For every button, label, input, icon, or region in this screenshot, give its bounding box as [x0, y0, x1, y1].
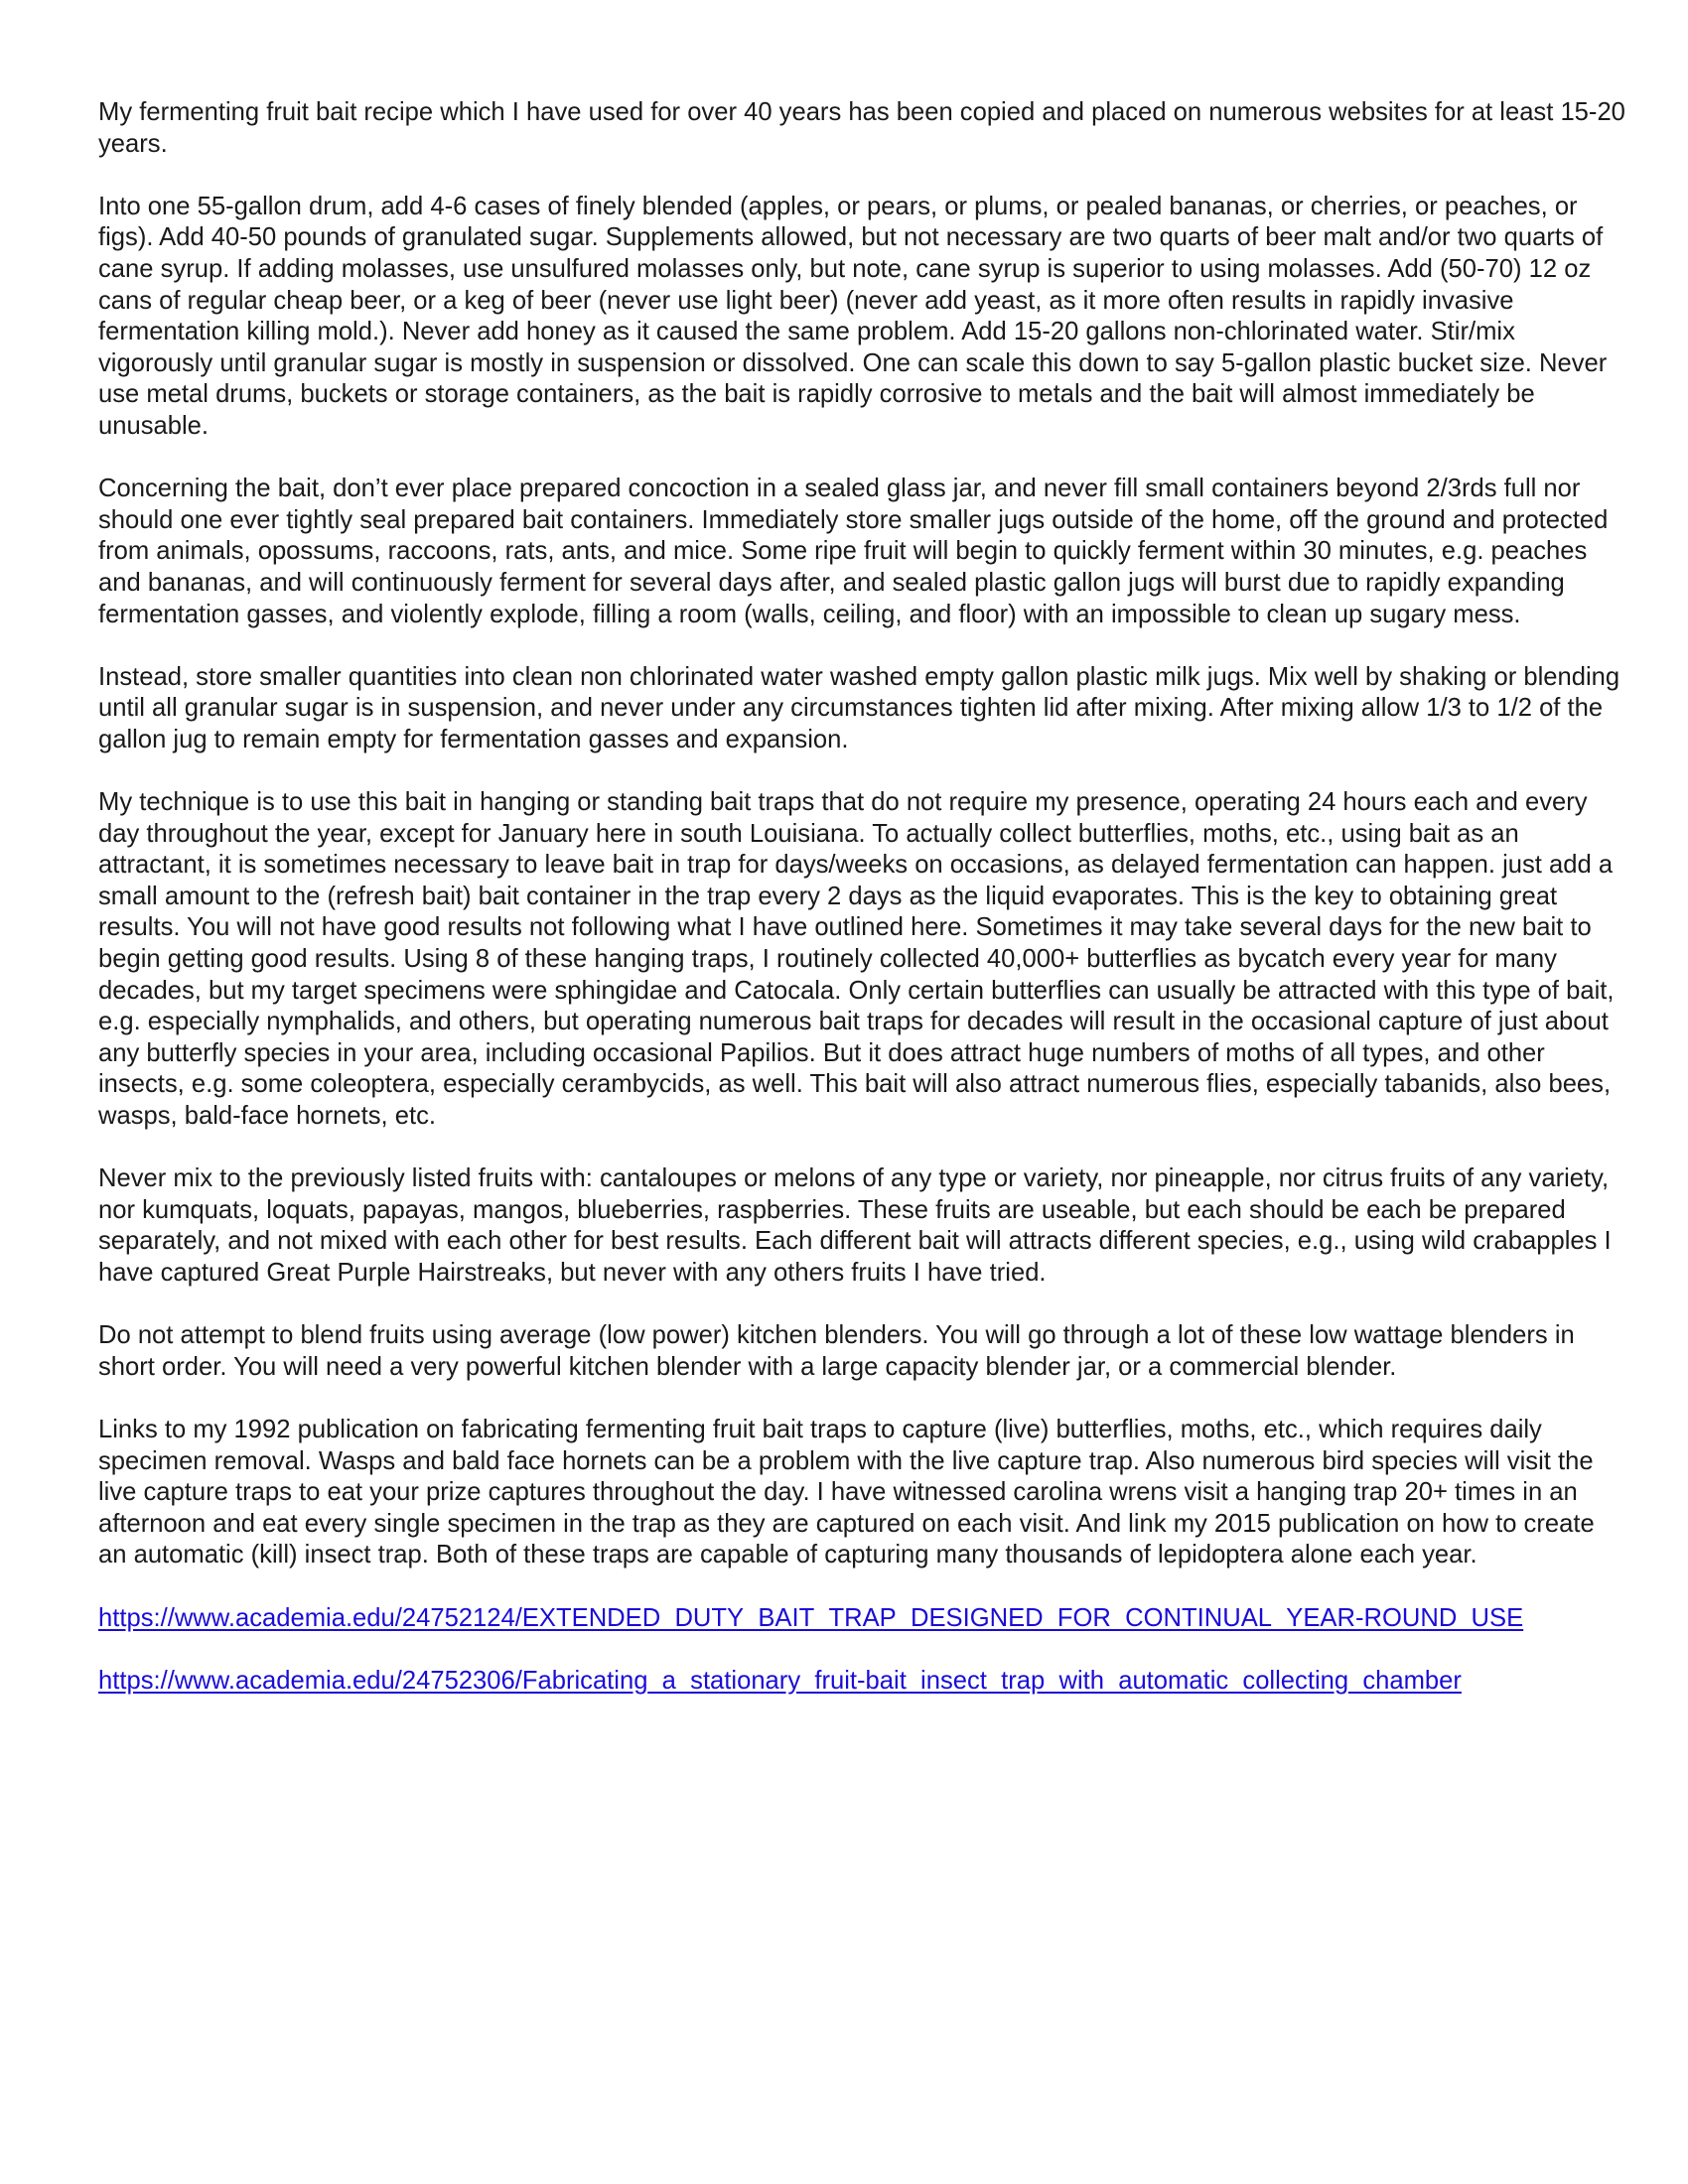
- paragraph-intro: My fermenting fruit bait recipe which I have used for over 40 years has been copied and placed on numerous websites for at least 15-20 years.: [98, 98, 1625, 158]
- paragraph-storage-instructions: Instead, store smaller quantities into clean non chlorinated water washed empty gallon plastic milk jugs. Mix well by shaking or blending until all granular sugar is in suspension, and never under any circumstances tighten lid after mixing. After mixing allow 1/3 to 1/2 of the gallon jug to remain empty for fermentation gasses and expansion.: [98, 662, 1620, 753]
- link-extended-duty-bait-trap[interactable]: https://www.academia.edu/24752124/EXTENDED_DUTY_BAIT_TRAP_DESIGNED_FOR_CONTINUAL_YEAR-ROUND_USE: [98, 1603, 1524, 1632]
- paragraph-publications: Links to my 1992 publication on fabricating fermenting fruit bait traps to capture (live) butterflies, moths, etc., which requires daily specimen removal. Wasps and bald face hornets can be a problem with the live capture trap. Also numerous bird species will visit the live capture traps to eat your prize captures throughout the day. I have witnessed carolina wrens visit a hanging trap 20+ times in an afternoon and eat every single specimen in the trap as they are captured on each visit. And link my 2015 publication on how to create an automatic (kill) insect trap. Both of these traps are capable of capturing many thousands of lepidoptera alone each year.: [98, 1415, 1595, 1570]
- paragraph-storage-warning: Concerning the bait, don’t ever place prepared concoction in a sealed glass jar, and never fill small containers beyond 2/3rds full nor should one ever tightly seal prepared bait containers. Immediately store smaller jugs outside of the home, off the ground and protected from animals, opossums, raccoons, rats, ants, and mice. Some ripe fruit will begin to quickly ferment within 30 minutes, e.g. peaches and bananas, and will continuously ferment for several days after, and sealed plastic gallon jugs will burst due to rapidly expanding fermentation gasses, and violently explode, filling a room (walls, ceiling, and floor) with an impossible to clean up sugary mess.: [98, 475, 1609, 628]
- paragraph-technique: My technique is to use this bait in hanging or standing bait traps that do not require my presence, operating 24 hours each and every day throughout the year, except for January here in south Louisiana. To actually collect butterflies, moths, etc., using bait as an attractant, it is sometimes necessary to leave bait in trap for days/weeks on occasions, as delayed fermentation can happen. just add a small amount to the (refresh bait) bait container in the trap every 2 days as the liquid evaporates. This is the key to obtaining great results. You will not have good results not following what I have outlined here. Sometimes it may take several days for the new bait to begin getting good results. Using 8 of these hanging traps, I routinely collected 40,000+ butterflies as bycatch every year for many decades, but my target specimens were sphingidae and Catocala. Only certain butterflies can usually be attracted with this type of bait, e.g. especially nymphalids, and others, but operating numerous bait traps for decades will result in the occasional capture of just about any butterfly species in your area, including occasional Papilios. But it does attract huge numbers of moths of all types, and other insects, e.g. some coleoptera, especially cerambycids, as well. This bait will also attract numerous flies, especially tabanids, also bees, wasps, bald-face hornets, etc.: [98, 788, 1615, 1130]
- paragraph-blenders: Do not attempt to blend fruits using average (low power) kitchen blenders. You will go through a lot of these low wattage blenders in short order. You will need a very powerful kitchen blender with a large capacity blender jar, or a commercial blender.: [98, 1321, 1575, 1381]
- paragraph-recipe: Into one 55-gallon drum, add 4-6 cases of finely blended (apples, or pears, or plums, or pealed bananas, or cherries, or peaches, or figs). Add 40-50 pounds of granulated sugar. Supplements allowed, but not necessary are two quarts of beer malt and/or two quarts of cane syrup. If adding molasses, use unsulfured molasses only, but note, cane syrup is superior to using molasses. Add (50-70) 12 oz cans of regular cheap beer, or a keg of beer (never use light beer) (never add yeast, as it more often results in rapidly invasive fermentation killing mold.). Never add honey as it caused the same problem. Add 15-20 gallons non-chlorinated water. Stir/mix vigorously until granular sugar is mostly in suspension or dissolved. One can scale this down to say 5-gallon plastic bucket size. Never use metal drums, buckets or storage containers, as the bait is rapidly corrosive to metals and the bait will almost immediately be unusable.: [98, 192, 1608, 440]
- document-page: [98, 97, 1627, 1728]
- paragraph-fruit-mixing: Never mix to the previously listed fruits with: cantaloupes or melons of any type or variety, nor pineapple, nor citrus fruits of any variety, nor kumquats, loquats, papayas, mangos, blueberries, raspberries. These fruits are useable, but each should be each be prepared separately, and not mixed with each other for best results. Each different bait will attracts different species, e.g., using wild crabapples I have captured Great Purple Hairstreaks, but never with any others fruits I have tried.: [98, 1164, 1612, 1287]
- link-stationary-fruit-bait-trap[interactable]: https://www.academia.edu/24752306/Fabricating_a_stationary_fruit-bait_insect_trap_with_automatic_collecting_chamber: [98, 1666, 1462, 1695]
